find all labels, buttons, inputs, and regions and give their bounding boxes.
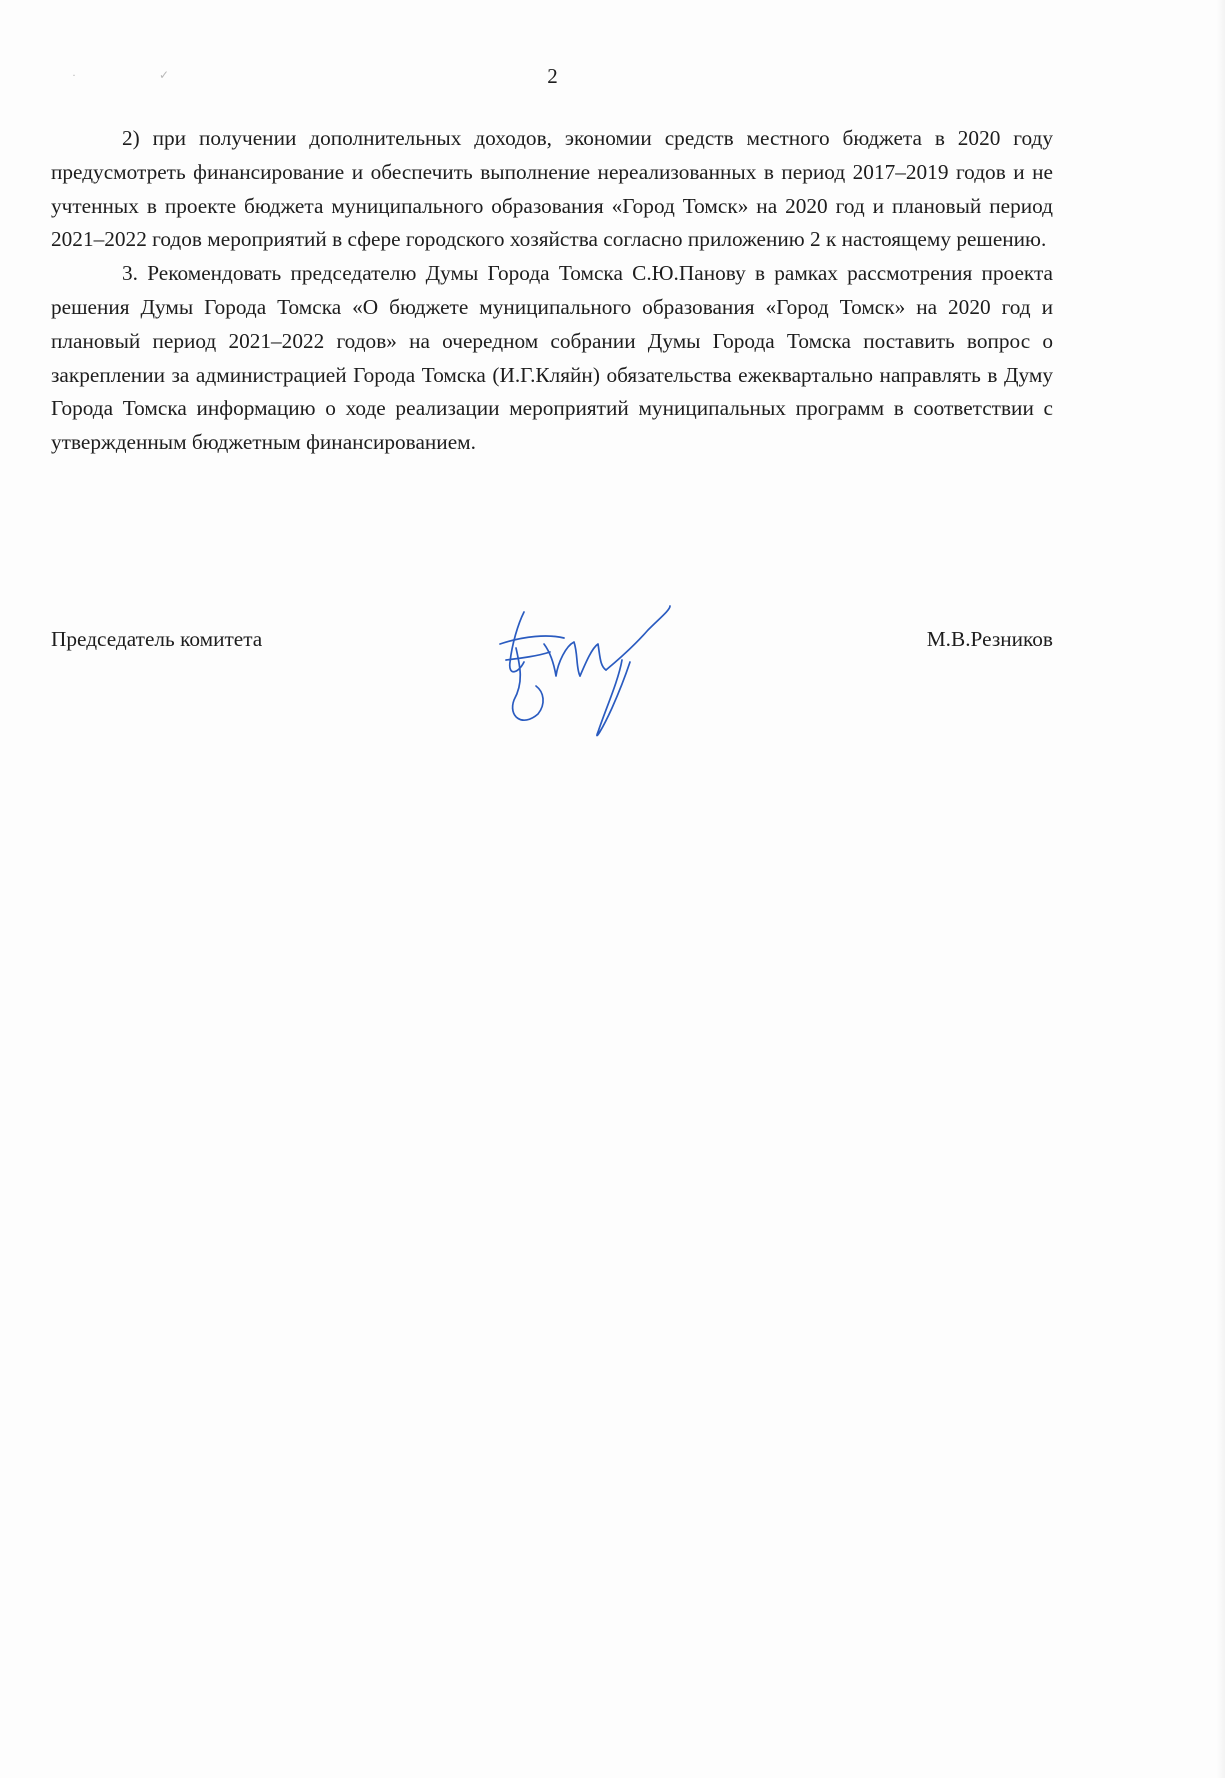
paragraph-item-3: 3. Рекомендовать председателю Думы Города Томска С.Ю.Панову в рамках рассмотрения проекта решения Думы Города Томска «О бюджете муниципального образования «Город Томск» на 2020 год и плановый период 2021–2022 годов» на очередном собрании Думы Города Томска поставить вопрос о закреплении за администрацией Города Томска (И.Г.Кляйн) обязательства ежеквартально направлять в Думу Города Томска информацию о ходе реализации мероприятий муниципальных программ в соответствии с утвержденным бюджетным финансированием. bbox=[51, 261, 1053, 455]
page-number: 2 bbox=[547, 64, 558, 88]
handwritten-signature bbox=[494, 604, 694, 742]
document-body bbox=[51, 122, 1053, 460]
signer-title: Председатель комитета bbox=[51, 627, 263, 651]
scan-artifact-marks: · ✓ bbox=[72, 68, 210, 82]
page-edge-shadow bbox=[1217, 0, 1225, 1778]
signer-name: М.В.Резников bbox=[926, 627, 1053, 651]
paragraph-item-2: 2) при получении дополнительных доходов, экономии средств местного бюджета в 2020 году предусмотреть финансирование и обеспечить выполнение нереализованных в период 2017–2019 годов и не учтенных в проекте бюджета муниципального образования «Город Томск» на 2020 год и плановый период 2021–2022 годов мероприятий в сфере городского хозяйства согласно приложению 2 к настоящему решению. bbox=[51, 126, 1053, 252]
